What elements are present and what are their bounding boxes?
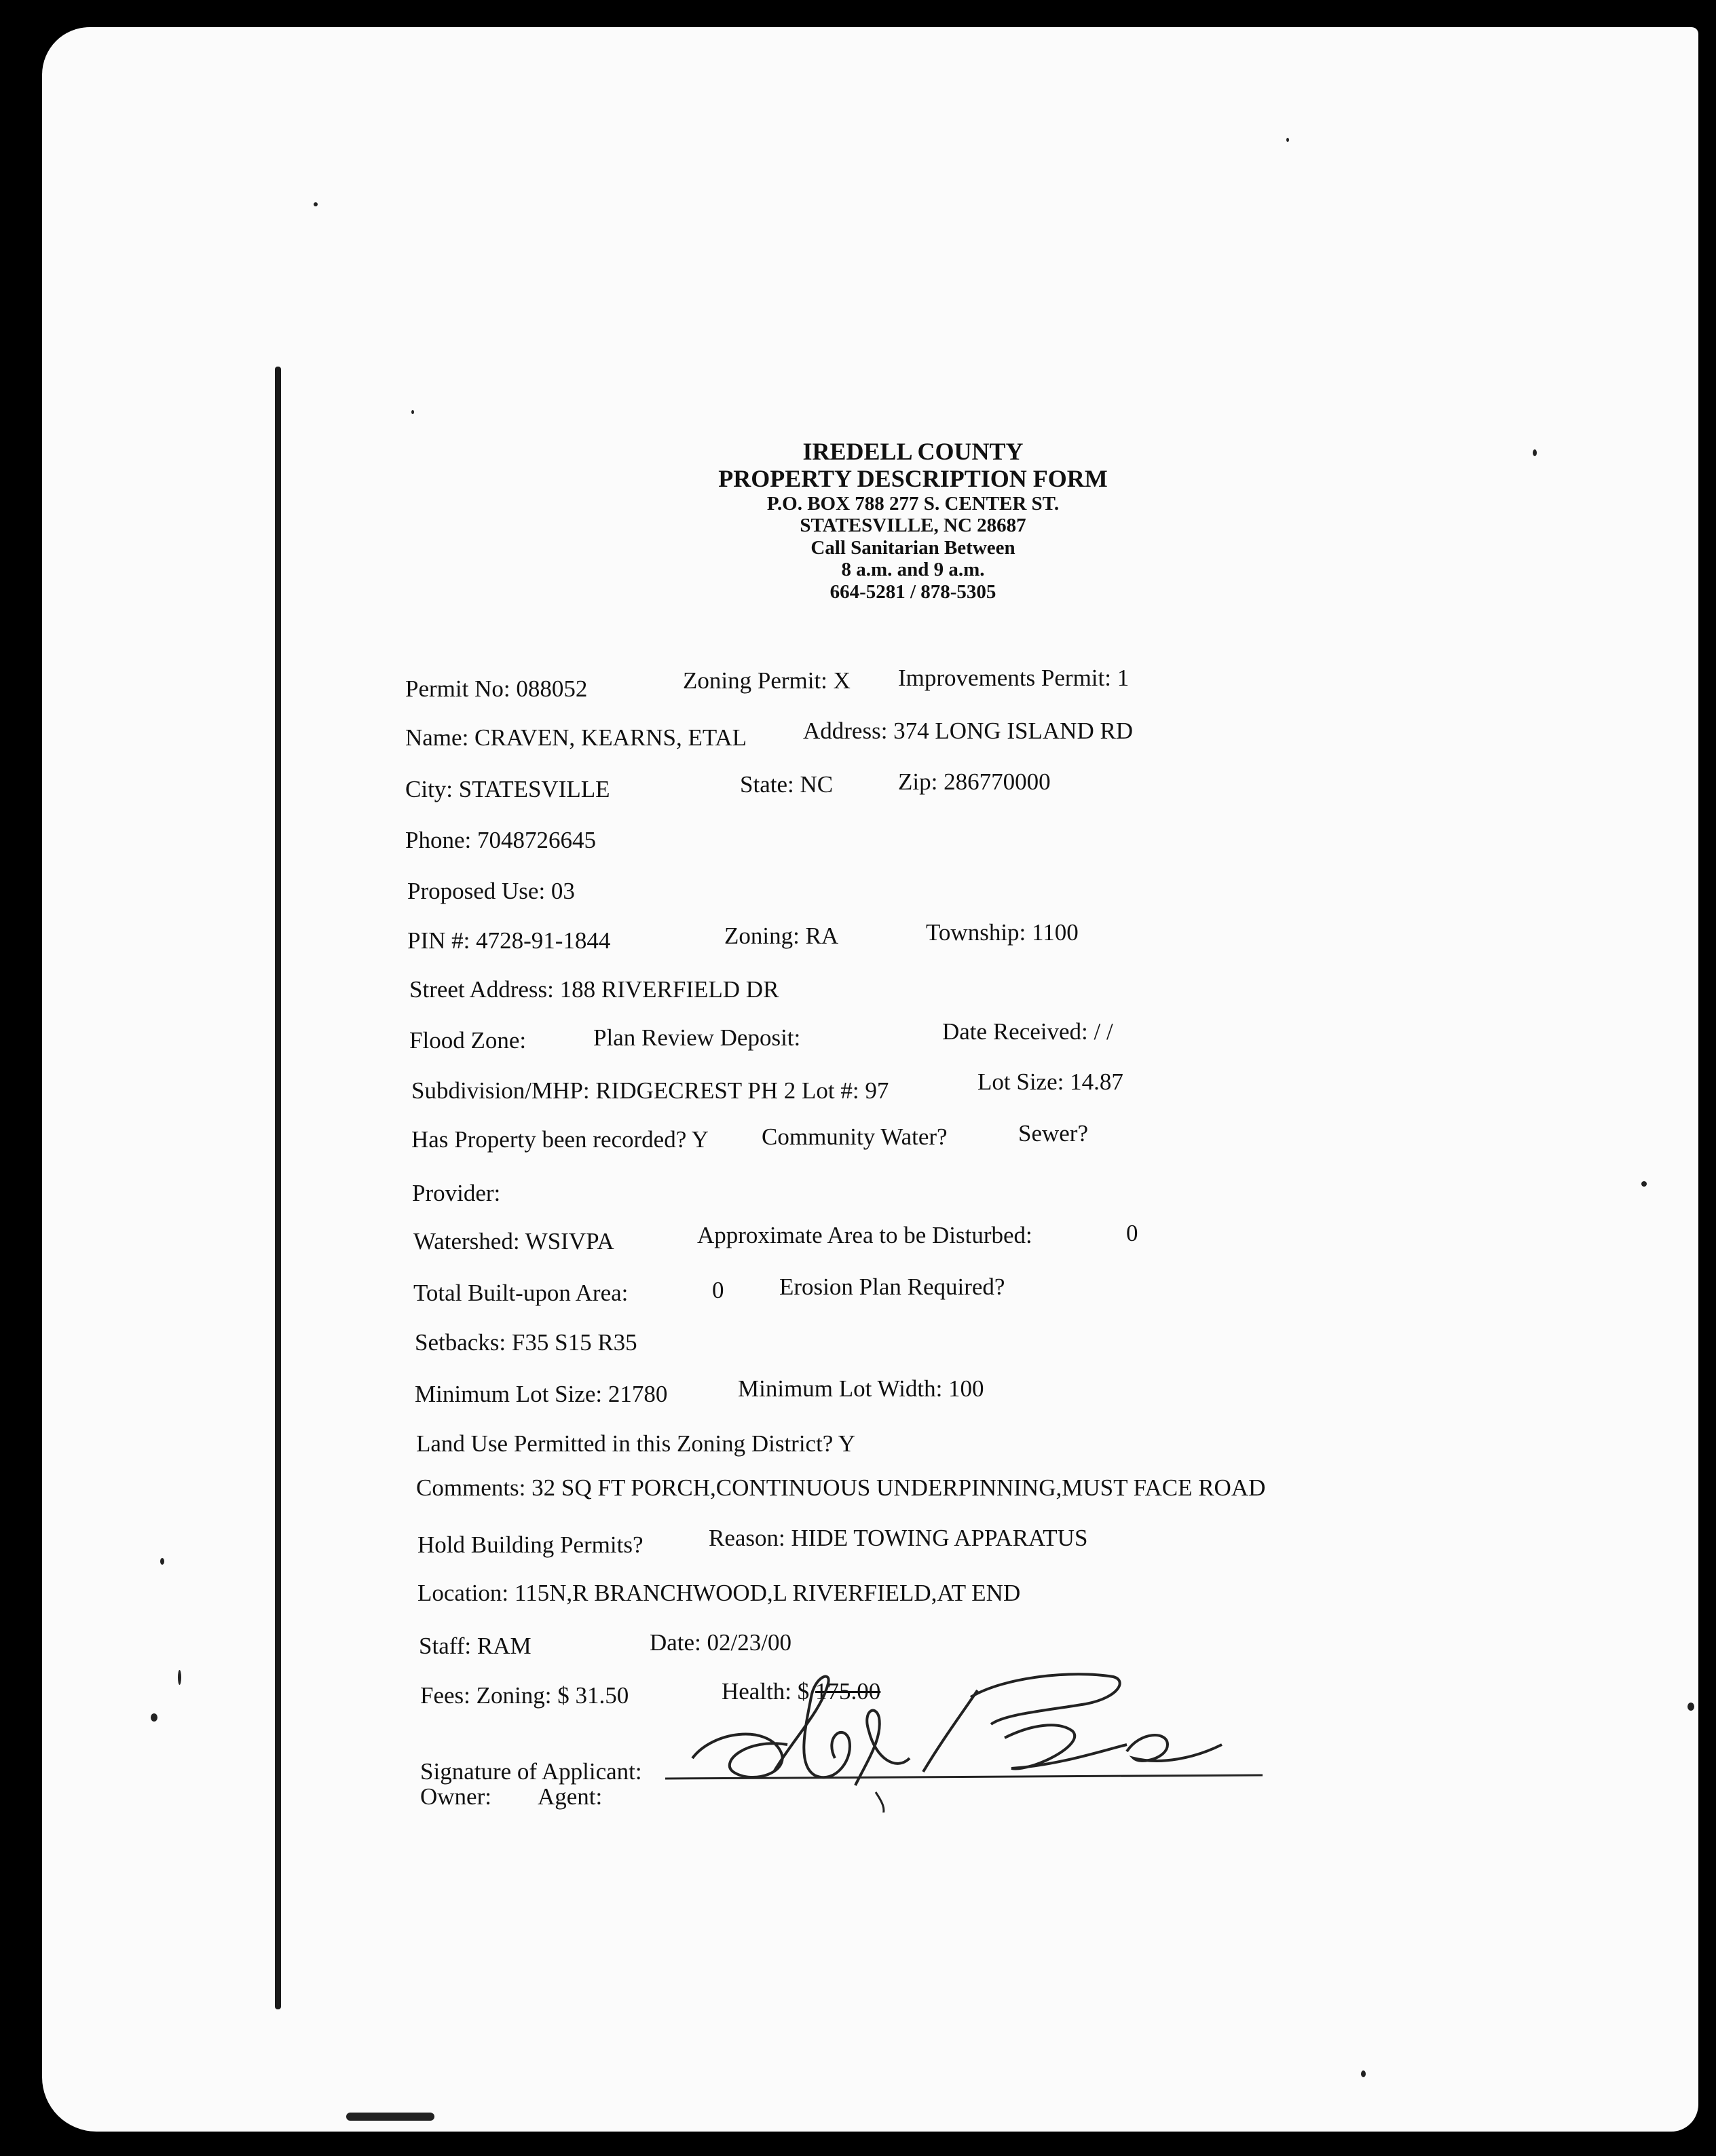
provider: Provider: <box>412 1180 501 1206</box>
watershed: Watershed: WSIVPA <box>413 1228 614 1254</box>
sewer: Sewer? <box>1018 1120 1089 1147</box>
owner-label: Owner: <box>420 1783 491 1810</box>
property-recorded: Has Property been recorded? Y <box>411 1126 709 1153</box>
phone-numbers: 664-5281 / 878-5305 <box>829 580 996 603</box>
township: Township: 1100 <box>926 919 1079 946</box>
hold-reason: Reason: HIDE TOWING APPARATUS <box>709 1525 1088 1551</box>
state: State: NC <box>740 771 834 798</box>
comments: Comments: 32 SQ FT PORCH,CONTINUOUS UNDERPINNING,MUST FACE ROAD <box>416 1474 1266 1501</box>
proposed-use: Proposed Use: 03 <box>407 878 575 904</box>
zoning-district: Zoning: RA <box>724 923 839 949</box>
mailing-address: P.O. BOX 788 277 S. CENTER ST. <box>766 492 1060 515</box>
lot-size: Lot Size: 14.87 <box>977 1068 1123 1095</box>
scan-speck <box>411 410 414 414</box>
scan-speck <box>178 1670 181 1685</box>
minimum-lot-size: Minimum Lot Size: 21780 <box>415 1381 668 1407</box>
permit-number: Permit No: 088052 <box>405 675 588 702</box>
scan-speck <box>346 2113 434 2121</box>
date-received: Date Received: / / <box>942 1018 1113 1045</box>
subdivision-lot: Subdivision/MHP: RIDGECREST PH 2 Lot #: 97 <box>411 1077 889 1104</box>
built-upon-area-label: Total Built-upon Area: <box>413 1280 629 1306</box>
hold-building-permits: Hold Building Permits? <box>417 1531 644 1558</box>
owner-name: Name: CRAVEN, KEARNS, ETAL <box>405 724 747 751</box>
applicant-signature <box>652 1656 1303 1813</box>
phone: Phone: 7048726645 <box>405 827 596 853</box>
city-state-zip: STATESVILLE, NC 28687 <box>800 515 1026 537</box>
staff-date: Date: 02/23/00 <box>650 1629 791 1656</box>
zoning-permit: Zoning Permit: X <box>683 667 851 694</box>
health-fee-label: Health: $ <box>722 1678 810 1705</box>
street-address: Street Address: 188 RIVERFIELD DR <box>409 976 779 1003</box>
flood-zone: Flood Zone: <box>409 1027 527 1054</box>
zoning-fee: Fees: Zoning: $ 31.50 <box>420 1682 629 1709</box>
zip-code: Zip: 286770000 <box>898 768 1051 795</box>
minimum-lot-width: Minimum Lot Width: 100 <box>738 1375 984 1402</box>
call-instructions: Call Sanitarian Between <box>810 536 1015 559</box>
scan-speck <box>314 202 318 206</box>
form-title: PROPERTY DESCRIPTION FORM <box>718 465 1108 493</box>
agent-label: Agent: <box>538 1783 603 1810</box>
scan-speck <box>151 1713 157 1722</box>
health-fee-value: 175.00 <box>815 1678 881 1705</box>
setbacks: Setbacks: F35 S15 R35 <box>415 1329 637 1356</box>
area-disturbed-value: 0 <box>1126 1220 1138 1246</box>
form-header <box>0 438 1716 603</box>
signature-label: Signature of Applicant: <box>420 1758 642 1785</box>
scan-speck <box>160 1558 164 1565</box>
pin-number: PIN #: 4728-91-1844 <box>407 927 611 954</box>
plan-review-deposit: Plan Review Deposit: <box>593 1024 801 1051</box>
location-directions: Location: 115N,R BRANCHWOOD,L RIVERFIELD,AT END <box>417 1580 1021 1606</box>
scan-speck <box>1286 138 1289 142</box>
staff-initials: Staff: RAM <box>419 1633 531 1659</box>
call-hours: 8 a.m. and 9 a.m. <box>841 559 985 581</box>
city: City: STATESVILLE <box>405 776 610 802</box>
community-water: Community Water? <box>762 1123 948 1150</box>
erosion-plan-required: Erosion Plan Required? <box>779 1274 1005 1300</box>
built-upon-area-value: 0 <box>712 1277 724 1303</box>
scan-speck <box>1641 1181 1647 1187</box>
area-disturbed-label: Approximate Area to be Disturbed: <box>697 1222 1032 1248</box>
improvements-permit: Improvements Permit: 1 <box>898 665 1130 691</box>
scan-speck <box>1687 1703 1694 1711</box>
scan-speck <box>1361 2070 1366 2077</box>
land-use-permitted: Land Use Permitted in this Zoning District? Y <box>416 1430 856 1457</box>
binding-shadow-line <box>275 367 281 2009</box>
county-name: IREDELL COUNTY <box>802 438 1024 465</box>
owner-address: Address: 374 LONG ISLAND RD <box>803 718 1134 744</box>
